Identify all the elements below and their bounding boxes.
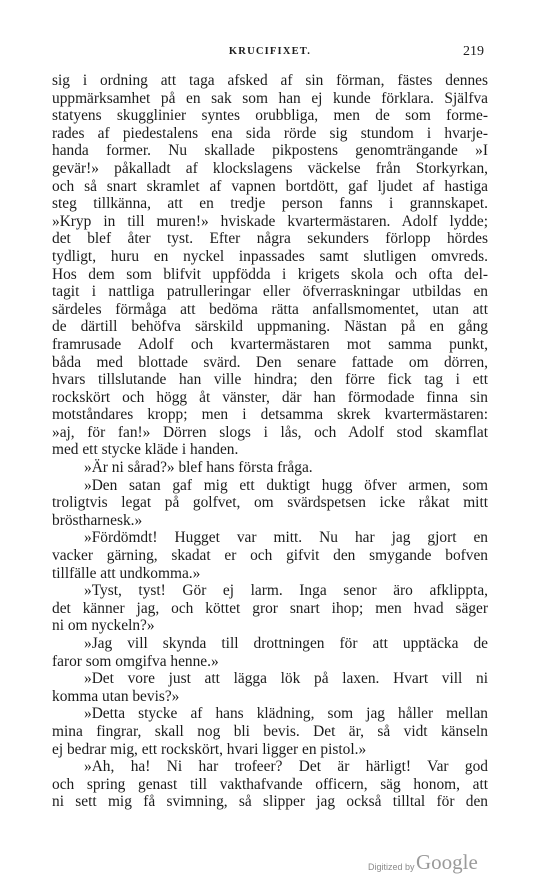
text-line: »Det vore just att lägga lök på laxen. Hvart vill ni [84,670,488,688]
text-line: hvars tillslutande han ville hindra; den förre fick tag i ett [52,371,488,389]
text-line: uppmärksamhet på en sak som han ej kunde förklara. Själfva [52,89,488,107]
google-logo-text: Google [416,850,478,874]
text-line: ej bedrar mig, ett rockskört, hvari ligger en pistol.» [52,740,367,758]
text-line: »Ah, ha! Ni har trofeer? Det är härligt! Var god [84,758,488,776]
page-header [52,44,488,68]
text-line: gevär!» påkalladt af klockslagens väckelse från Storkyrkan, [52,159,488,177]
text-line: mina fingrar, skall nog bli bevis. Det är, så vidt känseln [52,722,488,740]
text-line: de därtill behöfva särskild uppmaning. Nästan på en gång [52,318,488,336]
digitized-footer [368,852,518,876]
text-line: tillfälle att undkomma.» [52,564,201,582]
text-line: framrusade Adolf och kvartermästaren mot samma punkt, [52,335,488,353]
body-text [52,72,488,811]
text-line: och spring genast till vakthafvande officern, säg honom, att [52,775,488,793]
text-line: tydligt, huru en nyckel inpassades samt slutligen omvreds. [52,247,488,265]
page-number: 219 [463,44,484,59]
text-line: och så snart skramlet af vapnen bortdött, gaf ljudet af hastiga [52,177,488,195]
text-line: sig i ordning att taga afsked af sin förman, fästes dennes [52,72,488,89]
text-line: »Den satan gaf mig ett duktigt hugg öfver armen, som [84,476,488,494]
text-line: motståndares kropp; men i detsamma skrek kvartermästaren: [52,406,488,424]
text-line: det blef åter tyst. Efter några sekunders förlopp hördes [52,230,488,248]
text-line: särdeles förmåga att bedöma rätta anfallsmomentet, utan att [52,300,488,318]
text-line: vacker gärning, skadat er och gifvit den smygande bofven [52,547,488,565]
text-line: ni sett mig få svimning, så slipper jag också tilltal för den [52,793,488,811]
text-line: rades af piedestalens ena sida rörde sig stundom i hvarje- [52,124,488,142]
text-line: »aj, för fan!» Dörren slogs i lås, och Adolf stod skamflat [52,423,488,441]
text-line: »Kryp in till muren!» hviskade kvartermästaren. Adolf lydde; [52,212,488,230]
text-line: handa former. Nu skallade pikpostens genomträngande »I [52,142,488,160]
text-line: med ett stycke kläde i handen. [52,441,239,459]
text-line: »Detta stycke af hans klädning, som jag håller mellan [84,705,488,723]
text-line: det känner jag, och köttet gror snart ihop; men hvad säger [52,599,488,617]
text-line: komma utan bevis?» [52,687,180,705]
running-title: KRUCIFIXET. [228,46,312,57]
text-line: ni om nyckeln?» [52,617,155,635]
text-line: statyens skugglinier syntes orubbliga, men de som forme- [52,107,488,125]
text-line: tagit i nattliga patrulleringar eller öfverraskningar utbildas en [52,283,488,301]
text-line: »Jag vill skynda till drottningen för att upptäcka de [84,635,488,652]
text-line: bröstharnesk.» [52,511,143,529]
text-line: steg tillkänna, att en tredje person fanns i grannskapet. [52,195,488,213]
text-line: båda med blottade svärd. Den senare fattade om dörren, [52,353,488,371]
text-line: »Fördömdt! Hugget var mitt. Nu har jag gjort en [84,529,488,547]
text-line: »Tyst, tyst! Gör ej larm. Inga senor äro afklippta, [84,582,488,600]
text-line: faror som omgifva henne.» [52,652,219,670]
digitized-by-label: Digitized by [368,862,415,872]
text-line: Hos dem som blifvit uppfödda i krigets skola och ofta del- [52,265,488,283]
text-line: troligtvis legat på golfvet, om svärdspetsen icke råkat mitt [52,494,488,512]
text-line: rockskört och högg åt vänster, där han förmodade finna sin [52,388,488,406]
text-line: »Är ni sårad?» blef hans första fråga. [84,459,313,477]
